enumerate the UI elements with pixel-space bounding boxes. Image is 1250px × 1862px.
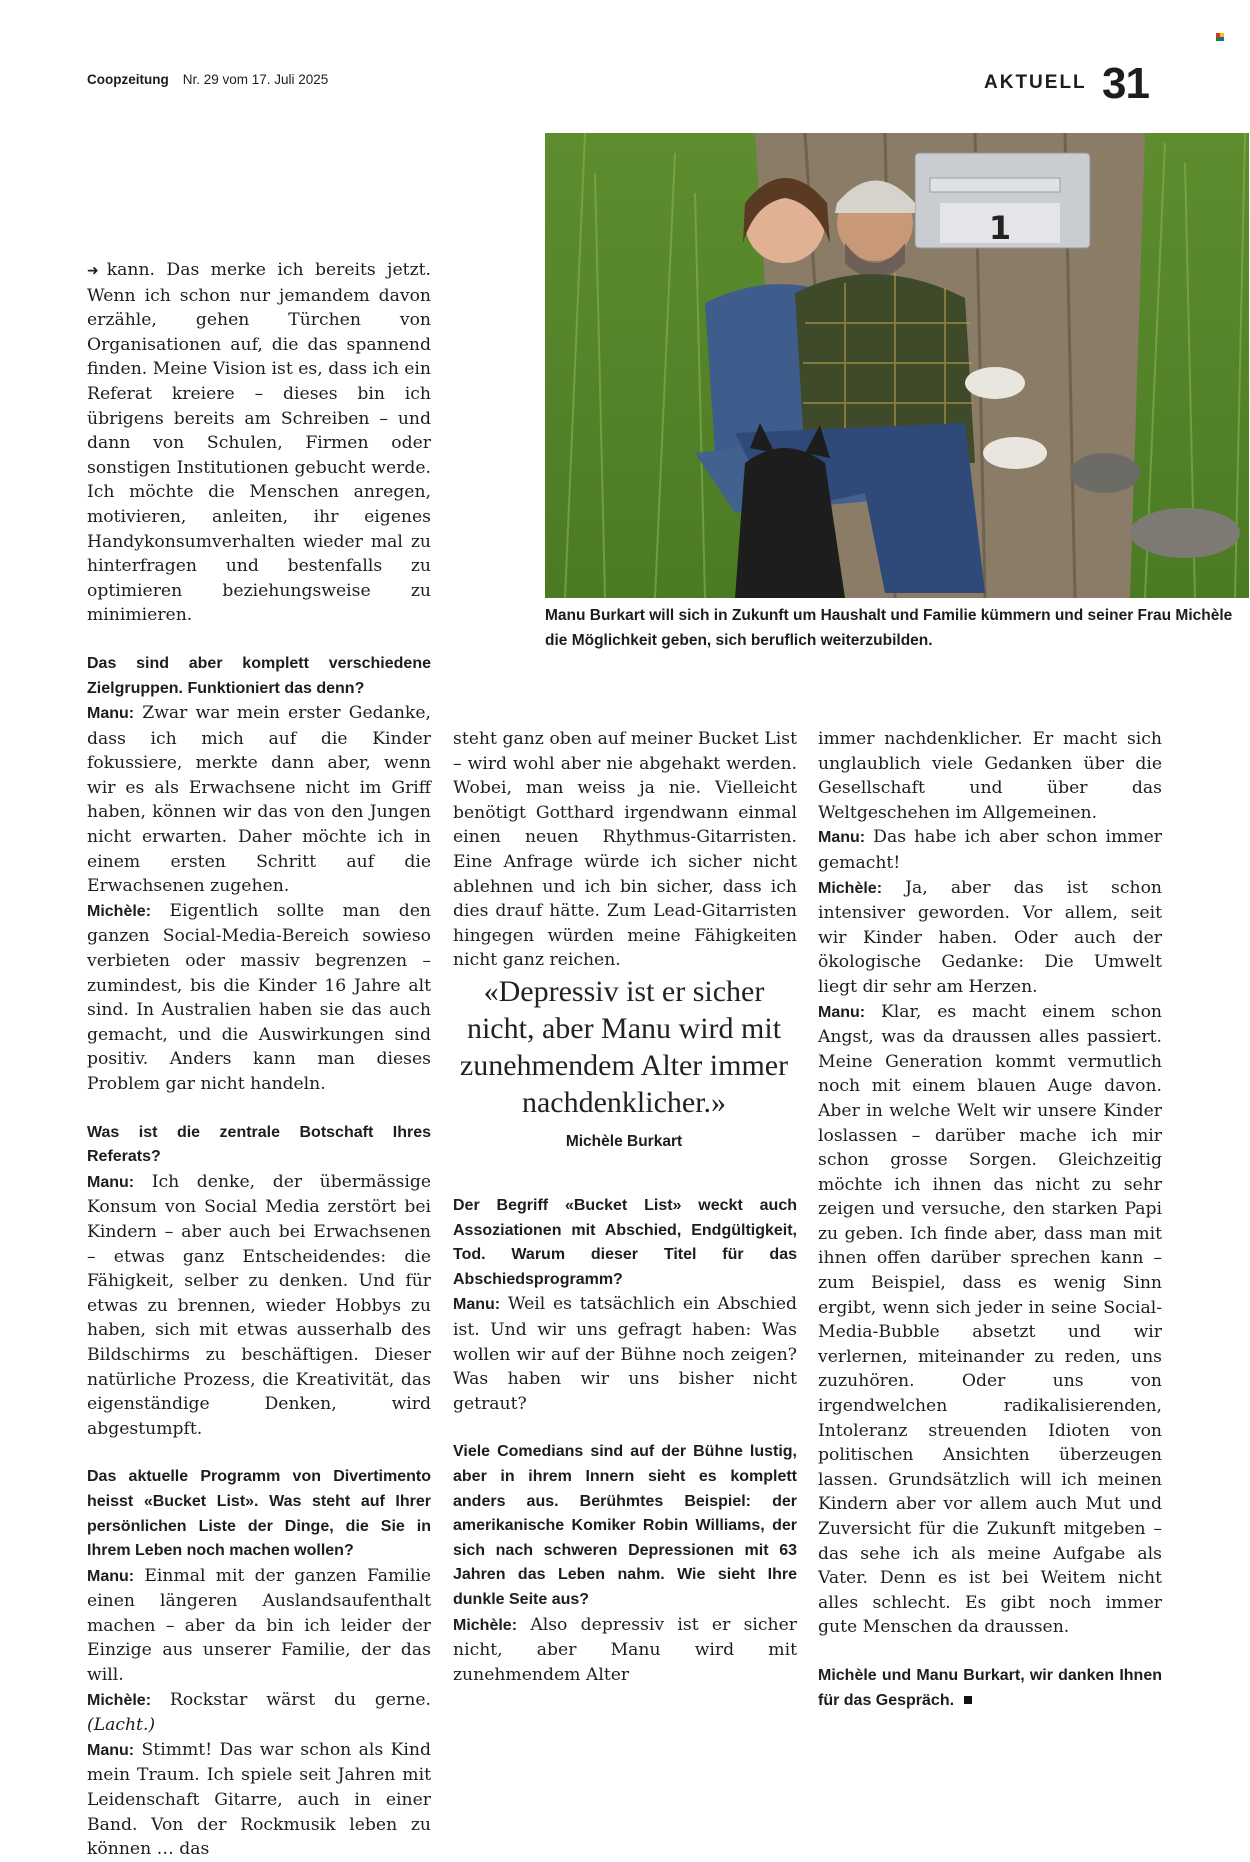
speaker-label: Manu: [87,1567,135,1585]
speaker-label: Manu: [818,829,866,847]
page-number: 31 [1102,59,1149,108]
answer-text: Eigentlich sollte man den ganzen Social-Media-Bereich sowieso verbieten oder massiv begrenzen – zumindest, bis die Kinder 16 Jahre alt sind. In Australien haben sie das auch gemacht, und die Auswirkungen sind positiv. Anders kann man dieses Problem gar nicht handeln. [87,900,431,1094]
end-of-article-icon [964,1696,972,1704]
speaker-label: Manu: [453,1296,501,1314]
answer-text: Einmal mit der ganzen Familie einen längeren Auslandsaufenthalt machen – aber da bin ich leider der Einzige aus unserer Familie, der das will. [87,1565,431,1686]
intro-paragraph: kann. Das merke ich bereits jetzt. Wenn ich schon nur jemandem davon erzähle, gehen Türchen von Organisationen auf, die das spannend finden. Meine Vision ist es, dass ich ein Referat kreiere – dieses bin ich übrigens bereits am Schreiben – und dann von Schulen, Firmen oder sonstigen Institutionen gebucht werde. Ich möchte die Menschen anregen, motivieren, anleiten, ihr eigenes Handykonsumverhalten wieder mal zu hinterfragen und bestenfalls zu optimieren beziehungsweise zu minimieren. [87,260,431,626]
interview-question: Viele Comedians sind auf der Bühne lustig, aber in ihrem Innern sieht es komplett anders aus. Berühmtes Beispiel: der amerikanische Komiker Robin Williams, der sich nach schweren Depressionen mit 63 Jahren das Leben nahm. Wie sieht Ihre dunkle Seite aus? [453,1443,797,1608]
issue-info: Nr. 29 vom 17. Juli 2025 [182,72,329,87]
article-column-2 [453,727,797,973]
speaker-label: Michèle: [87,1691,152,1709]
continuation-arrow-icon: ➜ [87,263,99,279]
speaker-label: Michèle: [818,879,883,897]
article-column-3 [818,727,1162,1713]
continued-paragraph: immer nachdenklicher. Er macht sich unglaublich viele Gedanken über die Gesellschaft und über das Weltgeschehen im Allgemeinen. [818,729,1162,823]
speaker-label: Michèle: [453,1616,518,1634]
publication-name: Coopzeitung [87,72,169,87]
mailbox-number: 1 [988,209,1012,247]
photo-illustration [545,133,1249,598]
answer-text: Ich denke, der übermässige Konsum von Social Media zerstört bei Kindern – aber auch bei Erwachsenen – etwas ganz Entscheidendes: die Fähigkeit, selber zu denken. Und für etwas zu brennen, wieder Hobbys zu haben, sich mit etwas ausserhalb des Bildschirms zu beschäftigen. Dieser natürliche Prozess, die Kreativität, das eigenständige Denken, wird abgestumpft. [87,1171,432,1439]
photo-caption: Manu Burkart will sich in Zukunft um Haushalt und Familie kümmern und seiner Frau Michèle die Möglichkeit geben, sich beruflich weiterzubilden. [545,607,1233,649]
speaker-label: Manu: [87,1741,135,1759]
speaker-label: Michèle: [87,902,152,920]
publication-header [87,72,328,87]
answer-text: Zwar war mein erster Gedanke, dass ich mich auf die Kinder fokussiere, merkte dann aber, wenn wir es als Erwachsene nicht im Griff haben, können wir das von den Jungen nicht erwarten. Daher möchte ich in einem ersten Schritt auf die Erwachsenen zugehen. [87,703,431,897]
answer-text: Klar, es macht einem schon Angst, was da draussen alles passiert. Meine Generation kommt vermutlich noch mit einem blauen Auge davon. Aber in welche Welt wir unsere Kinder loslassen – darüber mache ich mir schon grosse Sorgen. Gleichzeitig möchte ich ihnen das nicht zu sehr zeigen und versuche, den starken Papi zu geben. Ich finde aber, dass man mit ihnen offen darüber sprechen kann – zum Beispiel, dass es wenig Sinn ergibt, wenn sich jeder in seine Social-Media-Bubble absetzt und wir verlernen, miteinander zu reden, uns zuzuhören. Oder uns von irgendwelchen radikalisierenden, Intoleranz streuenden Idioten von politischen Ansichten überzeugen lassen. Grundsätzlich will ich meinen Kindern aber vor allem auch Mut und Zuversicht für die Zukunft mitgeben – das sehe ich als meine Aufgabe als Vater. Denn es ist bei Weitem nicht alles schlecht. Es gibt noch immer gute Menschen da draussen. [818,1001,1163,1638]
pull-quote: «Depressiv ist er sicher nicht, aber Manu wird mit zunehmendem Alter immer nachdenklicher.» [459,975,789,1119]
interview-question: Das aktuelle Programm von Divertimento heisst «Bucket List». Was steht auf Ihrer persönlichen Liste der Dinge, die Sie in Ihrem Leben noch machen wollen? [87,1468,431,1560]
speaker-label: Manu: [87,1173,135,1191]
answer-text: Ja, aber das ist schon intensiver geworden. Vor allem, seit wir Kinder haben. Oder auch der ökologische Gedanke: Die Umwelt liegt dir sehr am Herzen. [818,877,1162,997]
article-column-2-lower [453,1194,797,1687]
answer-text: Also depressiv ist er sicher nicht, aber Manu wird mit zunehmendem Alter [453,1614,797,1685]
speaker-label: Manu: [818,1003,866,1021]
interview-question: Was ist die zentrale Botschaft Ihres Referats? [87,1123,431,1166]
stage-direction: (Lacht.) [87,1715,156,1736]
answer-text: Stimmt! Das war schon als Kind mein Traum. Ich spiele seit Jahren mit Leidenschaft Gitarre, auch in einer Band. Von der Rockmusik leben zu können … das [87,1739,431,1860]
closing-line: Michèle und Manu Burkart, wir danken Ihnen für das Gespräch. [818,1666,1162,1709]
color-registration-mark [1216,33,1224,41]
answer-text: Das habe ich aber schon immer gemacht! [818,827,1162,873]
continued-paragraph: steht ganz oben auf meiner Bucket List – wird wohl aber nie abgehakt werden. Wobei, man weiss ja nie. Vielleicht benötigt Gotthard irgendwann einmal einen neuen Rhythmus-Gitarristen. Eine Anfrage würde ich sicher nicht ablehnen und ich bin sicher, dass ich dies drauf hätte. Zum Lead-Gitarristen hingegen würden meine Fähigkeiten nicht ganz reichen. [453,729,797,971]
speaker-label: Manu: [87,705,135,723]
pull-quote-author: Michèle Burkart [565,1133,683,1150]
interview-question: Der Begriff «Bucket List» weckt auch Assoziationen mit Abschied, Endgültigkeit, Tod. Warum dieser Titel für das Abschiedsprogramm? [453,1197,797,1288]
section-label: AKTUELL [984,72,1087,93]
answer-text: Rockstar wärst du gerne. [169,1689,432,1710]
article-column-1 [87,258,431,1862]
interview-question: Das sind aber komplett verschiedene Zielgruppen. Funktioniert das denn? [87,654,431,697]
answer-text: Weil es tatsächlich ein Abschied ist. Und wir uns gefragt haben: Was wollen wir auf der Bühne noch zeigen? Was haben wir uns bisher nicht getraut? [453,1294,797,1414]
couple-photo [545,133,1249,598]
